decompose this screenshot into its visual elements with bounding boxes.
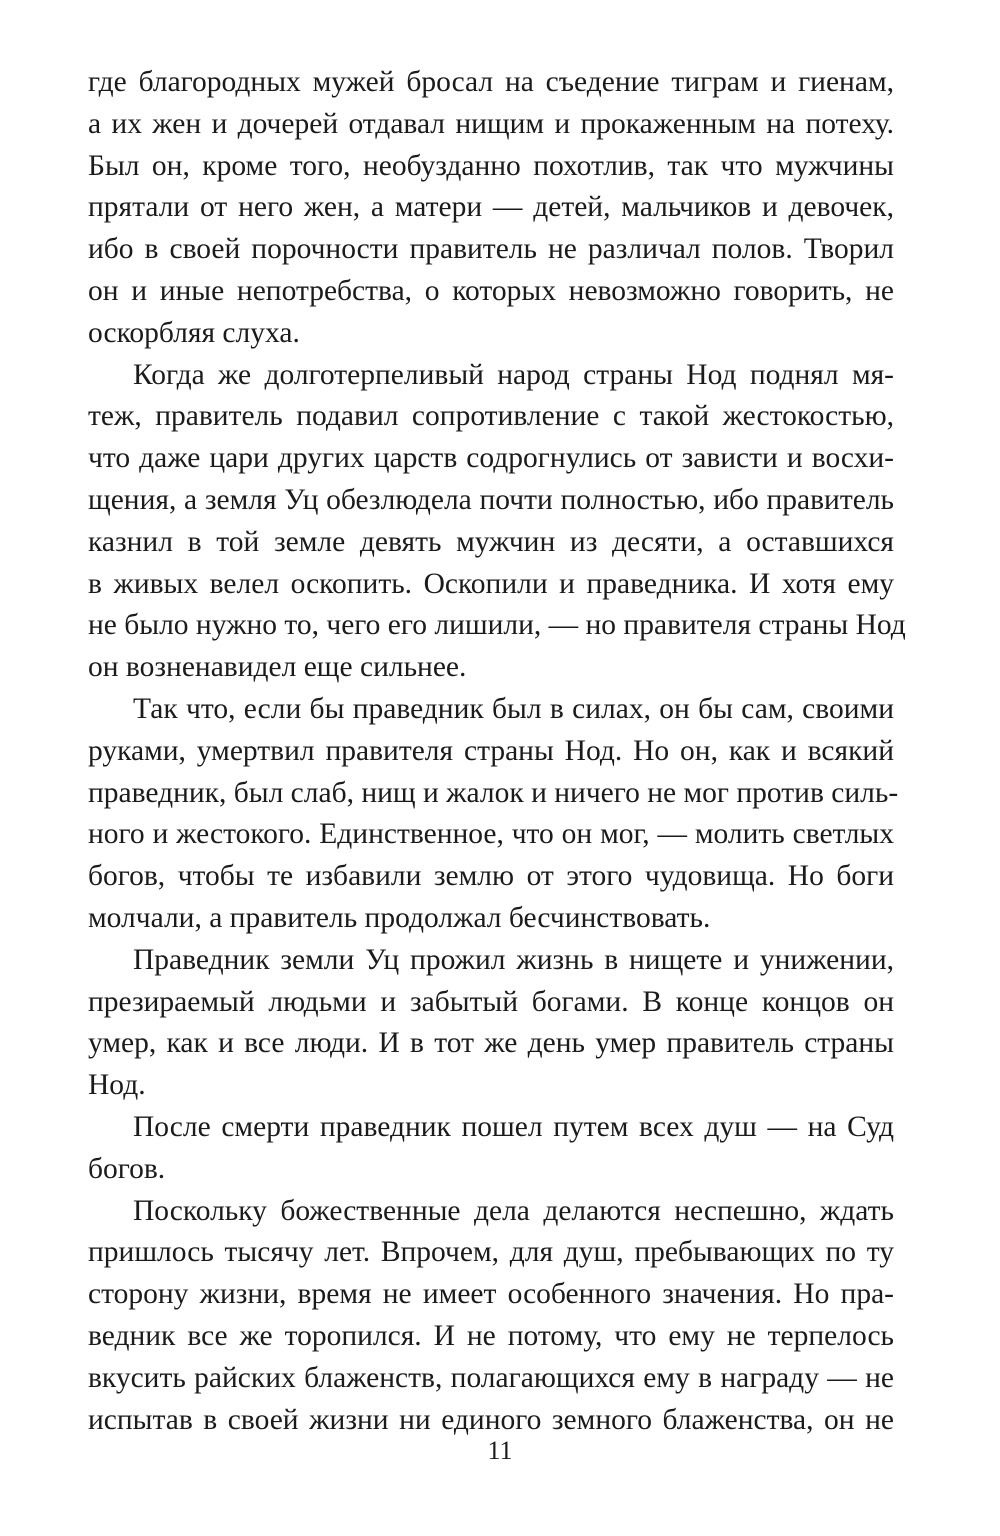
text-line: умер, как и все люди. И в тот же день умер правитель страны [88, 1027, 894, 1060]
text-line: После смерти праведник пошел путем всех душ — на Суд [133, 1110, 894, 1143]
paragraph [88, 1191, 894, 1442]
text-line: Праведник земли Уц прожил жизнь в нищете и унижении, [133, 943, 894, 976]
paragraph [88, 62, 894, 355]
paragraph [88, 355, 906, 689]
body-text [88, 62, 906, 1441]
text-line: Поскольку божественные дела делаются неспешно, ждать [133, 1194, 894, 1227]
text-line: молчали, а правитель продолжал бесчинствовать. [88, 901, 711, 934]
text-line: теж, правитель подавил сопротивление с такой жестокостью, [88, 400, 894, 433]
text-line: а их жен и дочерей отдавал нищим и прокаженным на потеху. [88, 107, 894, 140]
text-line: ного и жестокого. Единственное, что он мог, — молить светлых [88, 818, 894, 851]
text-line: богов. [88, 1152, 166, 1185]
text-line: Нод. [88, 1069, 146, 1102]
text-line: не было нужно то, чего его лишили, — но правителя страны Нод [88, 609, 906, 642]
text-line: богов, чтобы те избавили землю от этого чудовища. Но боги [88, 860, 894, 893]
text-line: руками, умертвил правителя страны Нод. Но он, как и всякий [88, 734, 894, 767]
text-line: он и иные непотребства, о которых невозможно говорить, не [88, 274, 894, 307]
text-line: Когда же долготерпеливый народ страны Нод поднял мя- [133, 358, 894, 391]
text-line: ибо в своей порочности правитель не различал полов. Творил [88, 233, 894, 266]
paragraph [88, 1107, 894, 1191]
text-line: вкусить райских блаженств, полагающихся ему в награду — не [88, 1361, 894, 1394]
paragraph [88, 689, 899, 940]
text-line: в живых велел оскопить. Оскопили и праведника. И хотя ему [88, 567, 894, 600]
text-line: оскорбляя слуха. [88, 316, 300, 349]
text-line: пришлось тысячу лет. Впрочем, для душ, пребывающих по ту [88, 1236, 894, 1269]
text-line: щения, а земля Уц обезлюдела почти полностью, ибо правитель [88, 483, 894, 516]
text-line: он возненавидел еще сильнее. [88, 651, 467, 684]
text-line: праведник, был слаб, нищ и жалок и ничего не мог против силь- [88, 776, 899, 809]
text-line: презираемый людьми и забытый богами. В конце концов он [88, 985, 894, 1018]
text-line: Так что, если бы праведник был в силах, он бы сам, своими [133, 692, 894, 725]
paragraph [88, 940, 894, 1107]
text-line: испытав в своей жизни ни единого земного блаженства, он не [88, 1403, 894, 1436]
text-line: прятали от него жен, а матери — детей, мальчиков и девочек, [88, 191, 894, 224]
page-number: 11 [487, 1436, 513, 1465]
text-line: что даже цари других царств содрогнулись от зависти и восхи- [88, 442, 894, 475]
text-line: ведник все же торопился. И не потому, что ему не терпелось [88, 1319, 894, 1352]
text-line: Был он, кроме того, необузданно похотлив, так что мужчины [88, 149, 894, 182]
text-line: казнил в той земле девять мужчин из десяти, а оставшихся [88, 525, 894, 558]
text-line: сторону жизни, время не имеет особенного значения. Но пра- [88, 1278, 894, 1311]
text-line: где благородных мужей бросал на съедение тиграм и гиенам, [88, 66, 894, 98]
